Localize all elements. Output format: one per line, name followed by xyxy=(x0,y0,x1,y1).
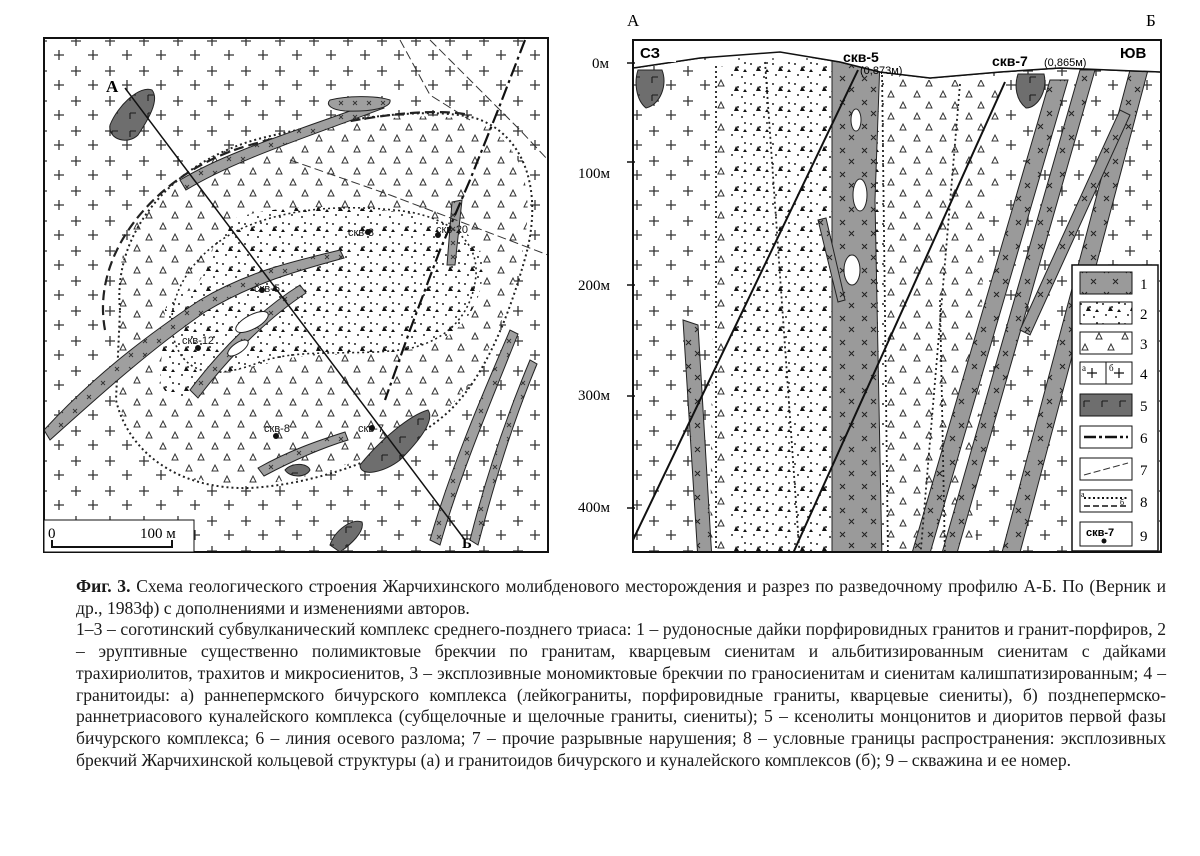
legend-8b: б xyxy=(1120,498,1125,507)
legend-swatch-5 xyxy=(1080,394,1132,416)
legend-num-9: 9 xyxy=(1140,529,1148,545)
legend-swatch-4 xyxy=(1080,362,1132,384)
map-point-a: А xyxy=(106,77,119,96)
map-well-20-label: скв-20 xyxy=(436,224,469,236)
scale-100: 100 м xyxy=(140,526,176,542)
ore-dyke-section xyxy=(832,60,882,560)
legend-4a: а xyxy=(1082,363,1086,373)
dir-se-box xyxy=(1116,42,1158,62)
depth-axis xyxy=(578,56,635,516)
section-well7-depth: (0,865м) xyxy=(1044,57,1087,69)
legend-swatch-2 xyxy=(1080,302,1132,324)
map-well-7-label: скв-7 xyxy=(358,423,384,435)
map-well-5-label: скв-5 xyxy=(254,283,280,295)
depth-400: 400м xyxy=(578,500,610,516)
depth-300: 300м xyxy=(578,388,610,404)
legend-8a: а xyxy=(1081,490,1085,499)
legend-num-2: 2 xyxy=(1140,307,1148,323)
map-well-8-label: скв-8 xyxy=(264,423,290,435)
map-point-b: Б xyxy=(462,536,472,552)
dir-nw-box xyxy=(636,42,676,62)
map-well-12-label: скв-12 xyxy=(182,335,215,347)
map-scale-bar xyxy=(44,520,194,552)
legend-swatch-8 xyxy=(1080,490,1132,512)
section-panel xyxy=(578,11,1161,560)
map-panel xyxy=(44,38,548,552)
legend-num-8: 8 xyxy=(1140,495,1148,511)
section-well7-label: скв-7 xyxy=(992,53,1028,69)
depth-100: 100м xyxy=(578,166,610,182)
caption-title-text: Схема геологического строения Жарчихинского молибденового месторождения и разрез по разведочному профилю А-Б. По (Верник и др., 1983ф) с дополнениями и изменениями авторов. xyxy=(76,576,1167,618)
figure-caption xyxy=(76,576,1166,771)
scale-zero: 0 xyxy=(48,526,56,542)
legend-swatch-9 xyxy=(1080,522,1132,546)
legend xyxy=(1072,265,1158,551)
legend-num-7: 7 xyxy=(1140,463,1148,479)
legend-well: скв-7 xyxy=(1086,527,1115,539)
section-well5-depth: (0,873м) xyxy=(860,65,903,77)
legend-4b: б xyxy=(1109,363,1114,373)
depth-0: 0м xyxy=(592,56,609,72)
section-end-b: Б xyxy=(1146,11,1156,30)
dir-nw: СЗ xyxy=(640,45,661,62)
depth-200: 200м xyxy=(578,278,610,294)
caption-legend: 1–3 – соготинский субвулканический комплекс среднего-позднего триаса: 1 – рудоносные дайки порфировидных гранитов и гранит-порфиров, 2 – эруптивные существенно полимиктовые брекчии по гранитам, кварцевым сиенитам и альбитизированным сиенитам с дайками трахириолитов, трахитов и микросиенитов, 3 – эксплозивные мономиктовые брекчии по граносиенитам и сиенитам калишпатизированным; 4 – гранитоиды: а) раннепермского бичурского комплекса (лейкограниты, порфировидные граниты, кварцевые сиениты), б) позднепермско-раннетриасового куналейского комплекса (субщелочные и щелочные граниты, сиениты); 5 – ксенолиты монцонитов и диоритов первой фазы бичурского комплекса; 6 – линия осевого разлома; 7 – прочие разрывные нарушения; 8 – условные границы распространения: эксплозивных брекчий Жарчихинской кольцевой структуры (а) и гранитоидов бичурского и куналейского комплексов (б); 9 – скважина и ее номер. xyxy=(76,619,1166,770)
legend-num-6: 6 xyxy=(1140,431,1148,447)
eruptive-breccia-section xyxy=(730,60,835,560)
dir-se: ЮВ xyxy=(1120,45,1147,62)
section-well5-label: скв-5 xyxy=(843,49,879,65)
legend-swatch-6 xyxy=(1080,426,1132,448)
legend-swatch-7 xyxy=(1080,458,1132,480)
legend-num-4: 4 xyxy=(1140,367,1148,383)
legend-num-3: 3 xyxy=(1140,337,1148,353)
map-well-3-label: скв-3 xyxy=(348,227,374,239)
legend-num-5: 5 xyxy=(1140,399,1148,415)
caption-title xyxy=(76,576,1166,619)
legend-num-1: 1 xyxy=(1140,277,1148,293)
legend-swatch-1 xyxy=(1080,272,1132,294)
caption-fig-label: Фиг. 3. xyxy=(76,576,131,596)
section-end-a: А xyxy=(627,11,640,30)
legend-swatch-3 xyxy=(1080,332,1132,354)
